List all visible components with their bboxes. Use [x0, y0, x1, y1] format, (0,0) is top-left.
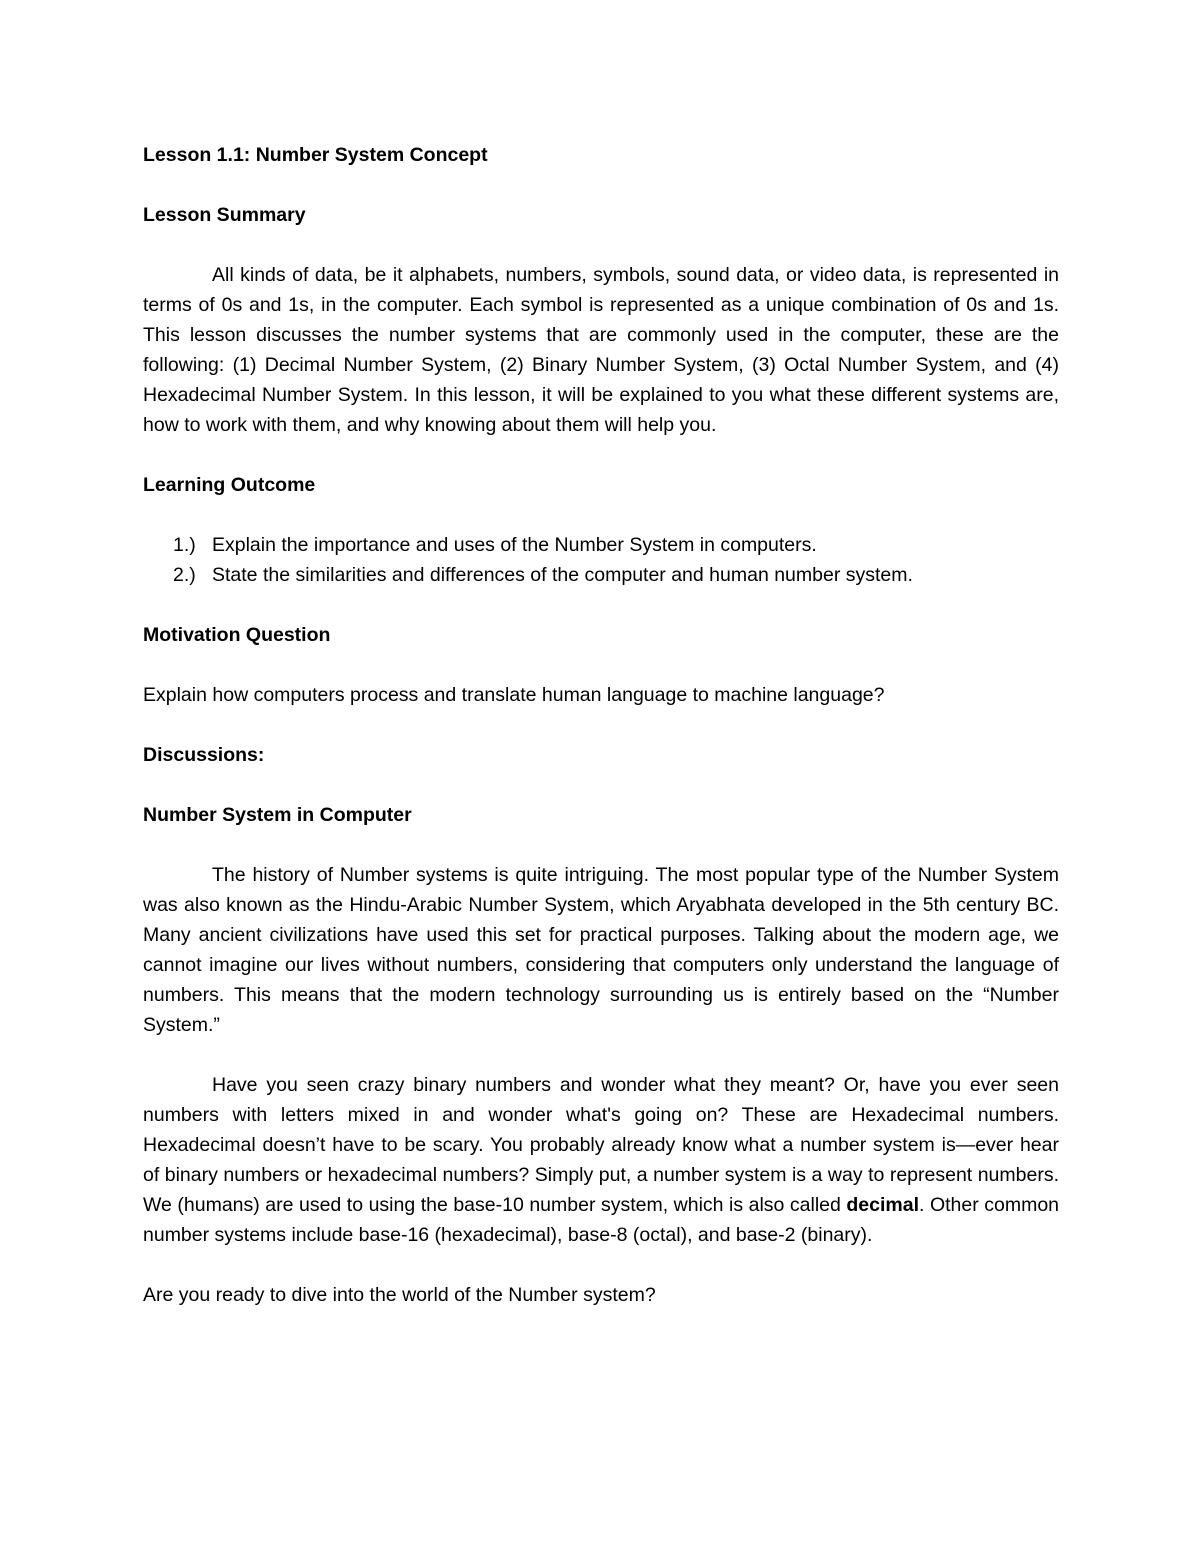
learning-outcome-heading: Learning Outcome [143, 474, 316, 496]
paragraph-text-before: Have you seen crazy binary numbers and wonder what they meant? Or, have you ever seen numbers with letters mixed in and wonder what's going on? These are Hexadecimal numbers. Hexadecimal doesn’t have to be scary. You probably already know what a number system is—ever hear of binary numbers or hexadecimal numbers? Simply put, a number system is a way to represent numbers. We (humans) are used to using the base-10 number system, which is also called [143, 1074, 1059, 1216]
motivation-heading: Motivation Question [143, 624, 331, 646]
discussion-paragraph-hexadecimal [143, 1070, 1059, 1250]
discussion-paragraph-history: The history of Number systems is quite intriguing. The most popular type of the Number System was also known as the Hindu-Arabic Number System, which Aryabhata developed in the 5th century BC. Many ancient civilizations have used this set for practical purposes. Talking about the modern age, we cannot imagine our lives without numbers, considering that computers only understand the language of numbers. This means that the modern technology surrounding us is entirely based on the “Number System.” [143, 864, 1059, 1036]
lesson-title: Lesson 1.1: Number System Concept [143, 144, 488, 166]
list-item-text: State the similarities and differences of the computer and human number system. [212, 564, 913, 586]
closing-question: Are you ready to dive into the world of the Number system? [143, 1284, 656, 1306]
summary-heading: Lesson Summary [143, 204, 306, 226]
paragraph-text-after: . Other common number systems include base-16 (hexadecimal), base-8 (octal), and base-2 (binary). [143, 1194, 1060, 1246]
list-item-number: 2.) [173, 564, 196, 586]
motivation-question: Explain how computers process and translate human language to machine language? [143, 684, 885, 706]
list-item-number: 1.) [173, 534, 196, 556]
discussions-heading: Discussions: [143, 744, 265, 766]
document-page [143, 140, 1059, 1310]
discussions-subheading: Number System in Computer [143, 804, 412, 826]
decimal-bold-term: decimal [846, 1194, 920, 1216]
list-item [143, 560, 1059, 590]
summary-paragraph: All kinds of data, be it alphabets, numbers, symbols, sound data, or video data, is represented in terms of 0s and 1s, in the computer. Each symbol is represented as a unique combination of 0s and 1s. This lesson discusses the number systems that are commonly used in the computer, these are the following: (1) Decimal Number System, (2) Binary Number System, (3) Octal Number System, and (4) Hexadecimal Number System. In this lesson, it will be explained to you what these different systems are, how to work with them, and why knowing about them will help you. [143, 264, 1059, 436]
list-item-text: Explain the importance and uses of the Number System in computers. [212, 534, 817, 556]
learning-outcome-list [143, 530, 1059, 590]
list-item [143, 530, 1059, 560]
